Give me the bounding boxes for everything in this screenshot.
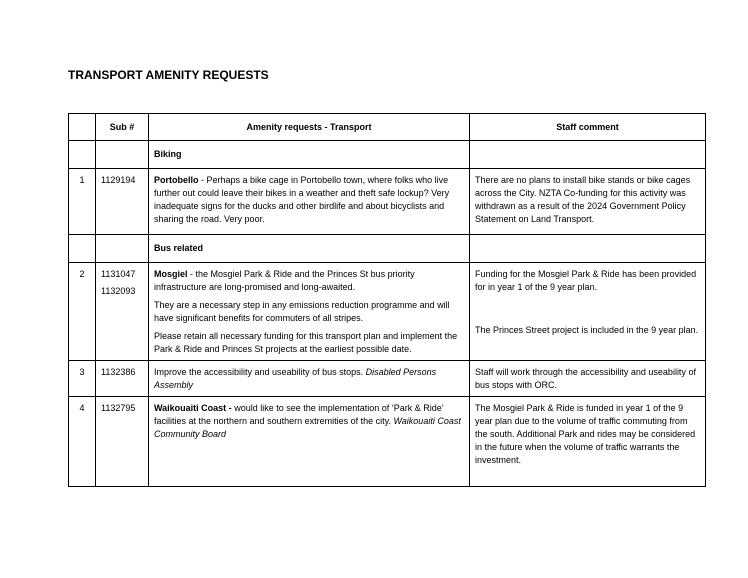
row-number: 2 — [69, 263, 96, 361]
table-row — [69, 361, 706, 397]
staff-comment: The Mosgiel Park & Ride is funded in year 1 of the 9 year plan due to the volume of traffic commuting from the south. Additional Park and rides may be considered in the future when the volume of traffic warrants the investment. — [470, 397, 706, 487]
submission-number: 1132093 — [101, 286, 136, 296]
request-text: Improve the accessibility and useability of bus stops. — [154, 367, 366, 377]
request-paragraph: Please retain all necessary funding for this transport plan and implement the Park & Ride and Princes St projects at the earliest possible date. — [154, 331, 458, 354]
request-location: Portobello — [154, 175, 199, 185]
request-text: would like to see the implementation of ‘Park & Ride’ facilities at the northern and southern extremities of the city. — [154, 403, 444, 426]
section-row-biking — [69, 141, 706, 169]
request-attribution: Disabled Persons Assembly — [154, 367, 437, 390]
row-number: 4 — [69, 397, 96, 487]
staff-comment — [470, 263, 706, 361]
request-cell — [149, 361, 470, 397]
header-staff: Staff comment — [470, 114, 706, 141]
submission-number: 1129194 — [96, 169, 149, 235]
submission-number: 1131047 — [101, 269, 136, 279]
request-attribution: Waikouaiti Coast Community Board — [154, 416, 461, 439]
request-location: Mosgiel — [154, 269, 188, 279]
staff-paragraph: The Princes Street project is included in the 9 year plan. — [475, 325, 699, 335]
request-text: - Perhaps a bike cage in Portobello town, where folks who live further out could leave their bikes in a weather and theft safe lockup? Very inadequate signs for the ducks and other birdlife and about bicyclists and sharing the road. Very poor. — [154, 175, 450, 224]
section-label-bus: Bus related — [149, 235, 470, 263]
submission-number: 1132795 — [96, 397, 149, 487]
row-number: 1 — [69, 169, 96, 235]
table-row — [69, 169, 706, 235]
staff-paragraph: Funding for the Mosgiel Park & Ride has been provided for in year 1 of the 9 year plan. — [475, 269, 697, 292]
row-number: 3 — [69, 361, 96, 397]
header-request: Amenity requests - Transport — [149, 114, 470, 141]
request-location: Waikouaiti Coast - — [154, 403, 232, 413]
table-header-row — [69, 114, 706, 141]
request-cell — [149, 263, 470, 361]
table-row — [69, 397, 706, 487]
page-title: TRANSPORT AMENITY REQUESTS — [68, 68, 269, 82]
submission-number: 1132386 — [96, 361, 149, 397]
request-cell — [149, 397, 470, 487]
amenity-requests-table — [68, 113, 706, 487]
staff-comment: Staff will work through the accessibility and useability of bus stops with ORC. — [470, 361, 706, 397]
header-num — [69, 114, 96, 141]
staff-comment: There are no plans to install bike stands or bike cages across the City. NZTA Co-funding for this activity was withdrawn as a result of the 2024 Government Policy Statement on Land Transport. — [470, 169, 706, 235]
request-cell — [149, 169, 470, 235]
request-paragraph: They are a necessary step in any emissions reduction programme and will have significant benefits for commuters of all stripes. — [154, 300, 450, 323]
table-row — [69, 263, 706, 361]
section-row-bus — [69, 235, 706, 263]
section-label-biking: Biking — [149, 141, 470, 169]
header-sub: Sub # — [96, 114, 149, 141]
submission-number-cell — [96, 263, 149, 361]
request-text: - the Mosgiel Park & Ride and the Princes St bus priority infrastructure are long-promised and long-awaited. — [154, 269, 415, 292]
